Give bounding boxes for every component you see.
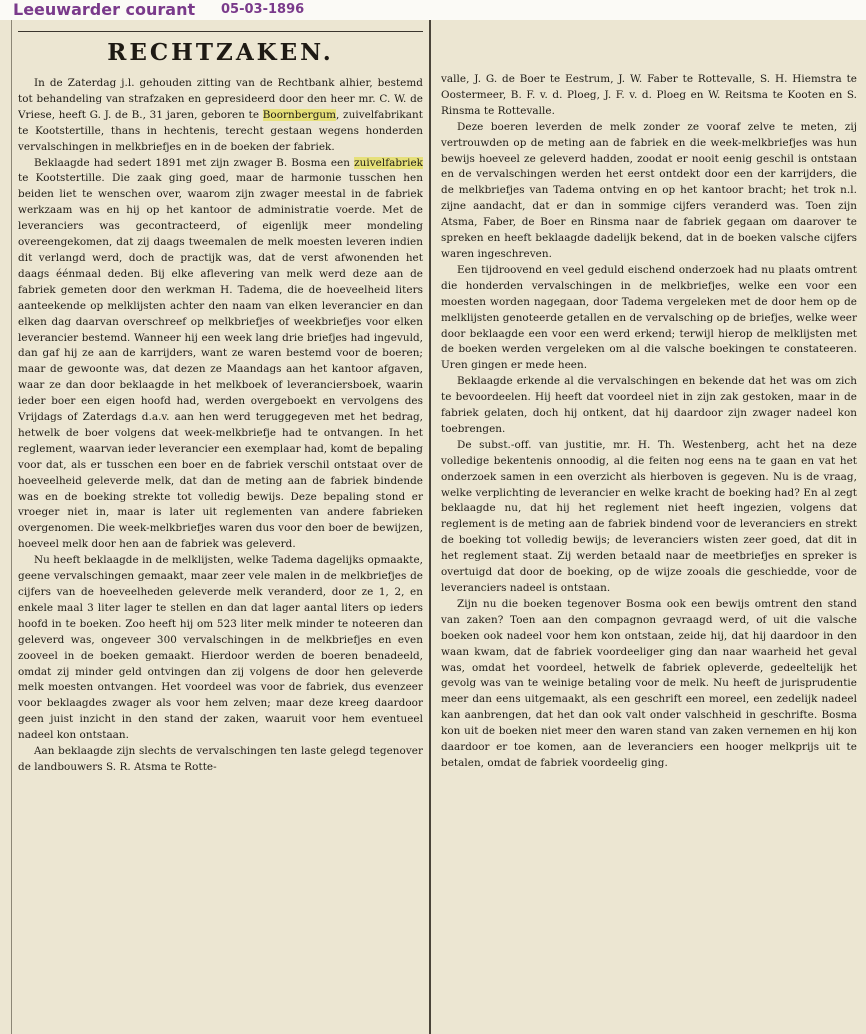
paragraph: Beklaagde erkende al die vervalschingen en bekende dat het was om zich te bevoordeelen. Hij heeft dat voordeel niet in zijn zak gestoken, maar in de fabriek gelaten, doch hij ontkent, dat hij daardoor zijn zwager nadeel kon toebrengen. (441, 375, 857, 435)
newspaper-name: Leeuwarder courant (13, 0, 196, 19)
paragraph: Aan beklaagde zijn slechts de vervalschingen ten laste gelegd tegenover de landbouwers S. R. Atsma te Rotte- (18, 745, 423, 773)
newspaper-header (0, 0, 866, 20)
article-title: RECHTZAKEN. (107, 39, 334, 66)
publication-date: 05-03-1896 (221, 2, 305, 17)
article-column-left (18, 76, 423, 1031)
title-rule (18, 31, 423, 32)
paragraph: Beklaagde had sedert 1891 met zijn zwager B. Bosma een zuivelfabriek te Kootstertille. Die zaak ging goed, maar de harmonie tusschen hen beiden liet te wenschen over, waarom zijn zwager meestal in de fabriek werkzaam was en hij op het kantoor de administratie voerde. Met de leveranciers was gecontracteerd, of eigenlijk meer mondeling overeengekomen, dat zij daags tweemalen de melk moesten leveren indien dit verlangd werd, doch de practijk was, dat de verst afwonenden het daags éénmaal deden. Bij elke aflevering van melk werd deze aan de fabriek gemeten door den werkman H. Tadema, die de hoeveelheid liters aanteekende op melklijsten achter den naam van elken leverancier en dan elken dag daarvan overschreef op melkbriefjes of weekbriefjes voor elken leverancier bestemd. Wanneer hij een week lang drie briefjes had ingevuld, dan gaf hij ze aan de karrijders, want ze waren bestemd voor de boeren; maar de gewoonte was, dat dezen ze Maandags aan het kantoor afgaven, waar ze dan door beklaagde in het melkboek of leveranciersboek, waarin ieder boer een eigen hoofd had, werden overgeboekt en vervolgens des Vrijdags of Zaterdags d.a.v. aan hen werd teruggegeven met het bedrag, hetwelk de boer volgens dat week-melkbriefje had te ontvangen. In het reglement, waarvan ieder leverancier een exemplaar had, komt de bepaling voor dat, als er tusschen een boer en de fabriek verschil ontstaat over de hoeveelheid geleverde melk, dat dan de meting aan de fabriek bindende was en de boeking strekte tot volledig bewijs. Deze bepaling stond er vroeger niet in, maar is later uit reglementen van andere fabrieken overgenomen. Die week-melkbriefjes waren dus voor den boer de bewijzen, hoeveel melk door hen aan de fabriek was geleverd. (18, 156, 423, 551)
paragraph: In de Zaterdag j.l. gehouden zitting van de Rechtbank alhier, bestemd tot behandeling van strafzaken en gepresideerd door den heer mr. C. W. de Vriese, heeft G. J. de B., 31 jaren, geboren te Boornbergum, zuivelfabrikant te Kootstertille, thans in hechtenis, terecht gestaan wegens honderden vervalschingen in melkbriefjes en in de boeken der fabriek. (18, 77, 423, 153)
article-column-right (441, 72, 857, 1032)
highlighted-term: Boornbergum (262, 108, 337, 121)
paragraph: Zijn nu die boeken tegenover Bosma ook een bewijs omtrent den stand van zaken? Toen aan den compagnon gevraagd werd, of uit die valsche boeken ook nadeel voor hem kon ontstaan, zeide hij, dat hij daardoor in den waan kwam, dat de fabriek voordeeliger ging dan naar waarheid het geval was, omdat het voordeel, hetwelk de fabriek opleverde, gedeeltelijk het gevolg was van te weinige betaling voor de melk. Nu heeft de jurisprudentie meer dan eens uitgemaakt, als een geschrift een moreel, een zedelijk nadeel kan aanbrengen, dat het dan ook valt onder valschheid in geschrifte. Bosma kon uit de boeken niet meer den waren stand van zaken vernemen en hij kon daardoor er toe komen, aan de leveranciers een hooger melkprijs uit te betalen, omdat de fabriek voordeelig ging. (441, 597, 857, 769)
paragraph: Deze boeren leverden de melk zonder ze vooraf zelve te meten, zij vertrouwden op de meting aan de fabriek en die week-melkbriefjes was hun bewijs hoeveel ze geleverd hadden, zoodat er nooit eenig geschil is ontstaan en de vervalschingen werden het eerst ontdekt door een der karrijders, die de melkbriefjes van Tadema ontving en op het kantoor bracht; het trok n.l. zijne aandacht, dat er dan in sommige cijfers veranderd was. Toen zijn Atsma, Faber, de Boer en Rinsma naar de fabriek gegaan om daarover te spreken en heeft beklaagde dadelijk bekend, dat in de boeken valsche cijfers waren ingeschreven. (441, 120, 857, 260)
paragraph: Een tijdroovend en veel geduld eischend onderzoek had nu plaats omtrent die honderden vervalschingen in de melkbriefjes, welke een voor een moesten worden nagegaan, door Tadema vergeleken met de door hem op de melklijsten genoteerde getallen en de vervalsching op de briefjes, welke weer door beklaagde een voor een werd erkend; terwijl hierop de melklijsten met de boeken werden vergeleken om al die valsche boekingen te constateeren. Uren gingen er mede heen. (441, 263, 857, 372)
left-margin-rule (11, 20, 12, 1034)
paragraph: De subst.-off. van justitie, mr. H. Th. Westenberg, acht het na deze volledige bekentenis onnoodig, al die feiten nog eens na te gaan en vat het onderzoek samen in een overzicht als hierboven is gegeven. Nu is de vraag, welke verplichting de leverancier en welke kracht de boeking had? En al zegt beklaagde nu, dat hij het reglement niet heeft ingezien, volgens dat reglement is de meting aan de fabriek bindend voor de leveranciers en strekt de boeking tot volledig bewijs; de leveranciers wisten zeer goed, dat dit in het reglement staat. Zij werden betaald naar de meetbriefjes en spreker is overtuigd dat door de boeking, op de wijze zooals die geschiedde, voor de leveranciers nadeel is ontstaan. (441, 438, 857, 594)
paragraph: Nu heeft beklaagde in de melklijsten, welke Tadema dagelijks opmaakte, geene vervalschingen gemaakt, maar zeer vele malen in de melkbriefjes de cijfers van de hoeveelheden geleverde melk veranderd, door ze 1, 2, en enkele maal 3 liter lager te stellen en dan dat lager aantal liters op ieders hoofd in te boeken. Zoo heeft hij om 523 liter melk minder te noteeren dan geleverd was, ongeveer 300 vervalschingen in de melkbriefjes en even zooveel in de boeken gemaakt. Hierdoor werden de boeren benadeeld, omdat zij minder geld ontvingen dan zij volgens de door hen geleverde melk moesten ontvangen. Het voordeel was voor de fabriek, dus evenzeer voor beklaagdes zwager als voor hem zelven; maar deze kreeg daardoor geen juist inzicht in den stand der zaken, waaruit voor hem eventueel nadeel kon ontstaan. (18, 554, 423, 742)
highlighted-term: zuivelfabriek (354, 156, 423, 169)
column-divider (429, 20, 431, 1034)
paragraph-continued: valle, J. G. de Boer te Eestrum, J. W. Faber te Rottevalle, S. H. Hiemstra te Oostermeer, B. F. v. d. Ploeg, J. F. v. d. Ploeg en W. Reitsma te Kooten en S. Rinsma te Rottevalle. (441, 73, 857, 117)
